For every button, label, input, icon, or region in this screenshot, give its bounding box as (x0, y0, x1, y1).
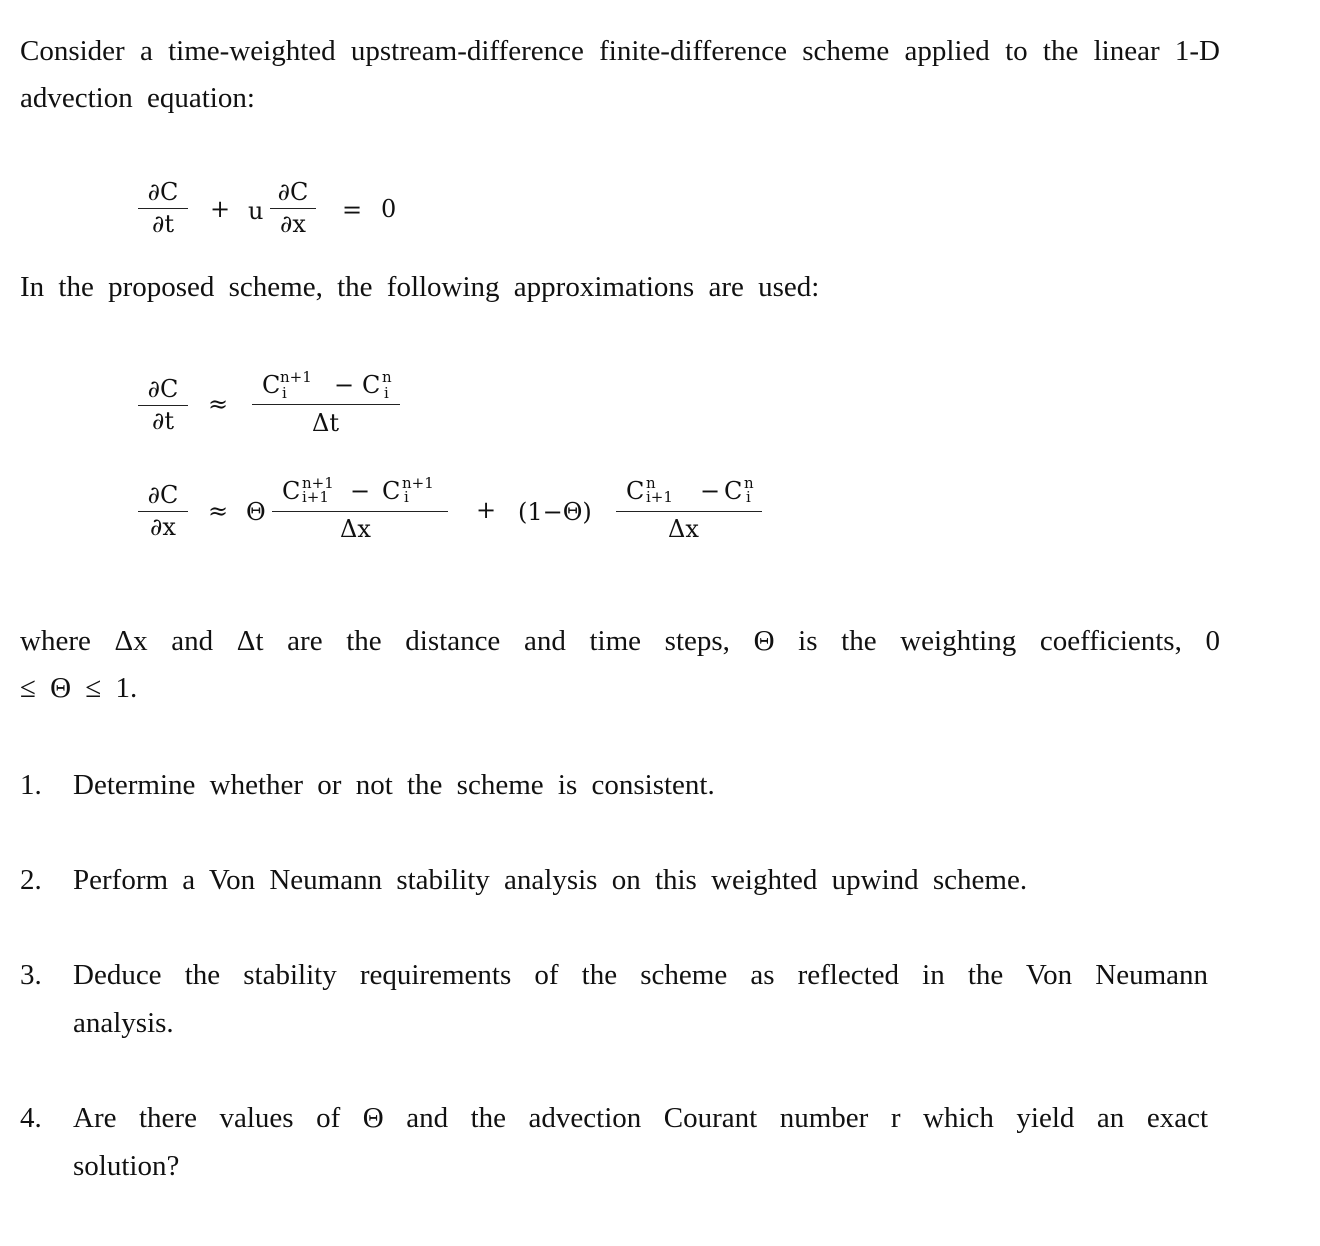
where-line-1: where Δx and Δt are the distance and time steps, Θ is the weighting coefficients, 0 (20, 625, 1220, 657)
question-text: Perform a Von Neumann stability analysis on this weighted upwind scheme. (73, 864, 1028, 896)
scheme-paragraph: In the proposed scheme, the following approximations are used: (20, 271, 820, 303)
fraction-denominator: ∂t (151, 210, 175, 238)
concentration-symbol: C (282, 477, 301, 505)
question-number: 1. (20, 769, 42, 801)
fraction-bar (138, 405, 188, 406)
space-index-subscript: i (746, 488, 751, 506)
dc-dt-fraction (138, 178, 188, 238)
fraction-numerator: ∂C (147, 375, 179, 403)
where-line-2: ≤ Θ ≤ 1. (20, 672, 138, 704)
time-level-superscript: n+1 (280, 368, 312, 386)
fraction-denominator: Δx (340, 515, 371, 543)
fraction-bar (252, 404, 400, 405)
time-level-superscript: n+1 (402, 474, 434, 492)
time-level-superscript: n (646, 474, 656, 492)
fraction-numerator: ∂C (147, 178, 179, 206)
concentration-symbol: C (626, 477, 645, 505)
approx-sign: ≈ (208, 497, 229, 525)
question-number: 3. (20, 959, 42, 991)
question-text: Are there values of Θ and the advection Courant number r which yield an exact solution? (73, 1102, 1208, 1182)
equals-sign: = (342, 196, 363, 224)
fraction-bar (138, 511, 188, 512)
intro-paragraph: Consider a time-weighted upstream-difference finite-difference scheme applied to the linear 1-D advection equation: (20, 35, 1220, 114)
plus-sign: + (210, 195, 231, 223)
space-index-subscript: i+1 (302, 488, 329, 506)
weight-factor: (1−Θ) (518, 498, 592, 526)
question-number: 2. (20, 864, 42, 896)
minus-sign: − (334, 371, 355, 399)
zero-value: 0 (381, 195, 397, 223)
plus-sign: + (476, 496, 497, 524)
velocity-u: u (248, 197, 264, 225)
question-text: Deduce the stability requirements of the scheme as reflected in the Von Neumann analysis. (73, 959, 1208, 1039)
concentration-symbol: C (262, 371, 281, 399)
time-level-superscript: n (382, 368, 392, 386)
fraction-denominator: Δt (312, 409, 339, 437)
theta-symbol: Θ (246, 498, 266, 526)
space-index-subscript: i (384, 384, 389, 402)
advection-equation (0, 178, 1320, 238)
dc-dt-fraction (138, 375, 188, 435)
minus-sign: − (700, 477, 721, 505)
fraction-bar (138, 208, 188, 209)
time-derivative-approximation (0, 370, 1320, 440)
dc-dx-fraction (270, 178, 316, 238)
space-index-subscript: i (404, 488, 409, 506)
minus-sign: − (350, 477, 371, 505)
question-text: Determine whether or not the scheme is consistent. (73, 769, 715, 801)
space-index-subscript: i+1 (646, 488, 673, 506)
space-index-subscript: i (282, 384, 287, 402)
question-number: 4. (20, 1102, 42, 1134)
concentration-symbol: C (382, 477, 401, 505)
fraction-bar (272, 511, 448, 512)
concentration-symbol: C (724, 477, 743, 505)
dc-dx-fraction (138, 481, 188, 541)
fraction-numerator: ∂C (147, 481, 179, 509)
space-derivative-approximation (0, 476, 1320, 546)
fraction-denominator: ∂x (280, 210, 306, 238)
time-level-superscript: n+1 (302, 474, 334, 492)
fraction-bar (270, 208, 316, 209)
fraction-denominator: Δx (668, 515, 699, 543)
approx-sign: ≈ (208, 390, 229, 418)
fraction-numerator: ∂C (277, 178, 309, 206)
concentration-symbol: C (362, 371, 381, 399)
fraction-bar (616, 511, 762, 512)
where-paragraph (20, 618, 1220, 712)
time-level-superscript: n (744, 474, 754, 492)
fraction-denominator: ∂t (151, 407, 175, 435)
fraction-denominator: ∂x (150, 513, 176, 541)
